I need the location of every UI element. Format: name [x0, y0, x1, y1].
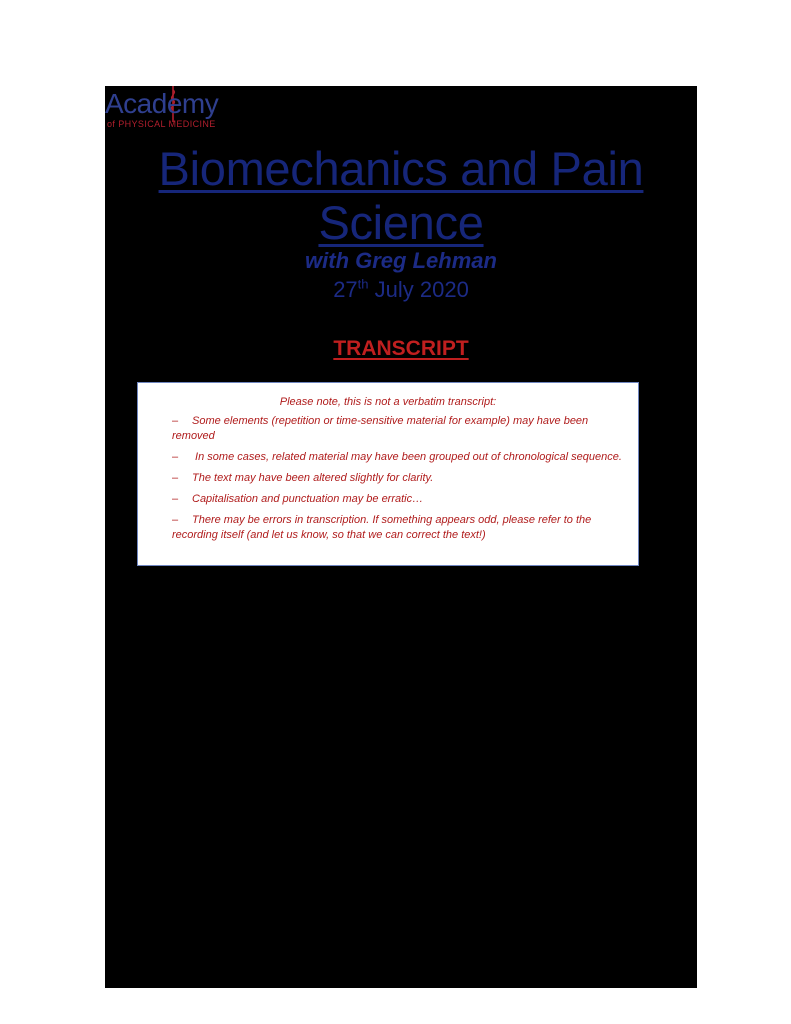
academy-logo — [105, 88, 245, 130]
session-date — [105, 276, 697, 304]
date-suffix: th — [357, 276, 369, 292]
date-rest: July 2020 — [368, 277, 469, 302]
title-line-1: Biomechanics and Pain — [158, 142, 644, 195]
dash-bullet: – — [172, 514, 179, 526]
notice-item-text: In some cases, related material may have been grouped out of chronological sequence. — [192, 451, 622, 463]
notice-item — [172, 450, 624, 465]
title-line-2: Science — [318, 196, 484, 249]
logo-wordmark: Academy — [105, 88, 219, 119]
transcript-heading: TRANSCRIPT — [333, 337, 469, 360]
notice-item-text: There may be errors in transcription. If something appears odd, please refer to the recording itself (and let us know, so that we can correct the text!) — [172, 514, 592, 541]
dash-bullet: – — [172, 472, 179, 484]
notice-list — [172, 414, 624, 543]
notice-item-text: Capitalisation and punctuation may be erratic… — [192, 493, 424, 505]
presenter-subtitle: with Greg Lehman — [305, 248, 497, 273]
document-title — [105, 142, 697, 250]
notice-intro: Please note, this is not a verbatim transcript: — [279, 396, 497, 408]
dash-bullet: – — [172, 451, 179, 463]
notice-item-text: Some elements (repetition or time-sensitive material for example) may have been removed — [172, 415, 589, 442]
transcript-notice-box — [137, 382, 639, 566]
notice-item — [172, 471, 624, 486]
dash-bullet: – — [172, 415, 179, 427]
notice-item — [172, 492, 624, 507]
notice-item — [172, 414, 624, 444]
notice-item-text: The text may have been altered slightly for clarity. — [192, 472, 434, 484]
logo-tagline: of PHYSICAL MEDICINE — [107, 119, 216, 129]
notice-item — [172, 513, 624, 543]
dash-bullet: – — [172, 493, 179, 505]
date-day: 27 — [333, 277, 358, 302]
